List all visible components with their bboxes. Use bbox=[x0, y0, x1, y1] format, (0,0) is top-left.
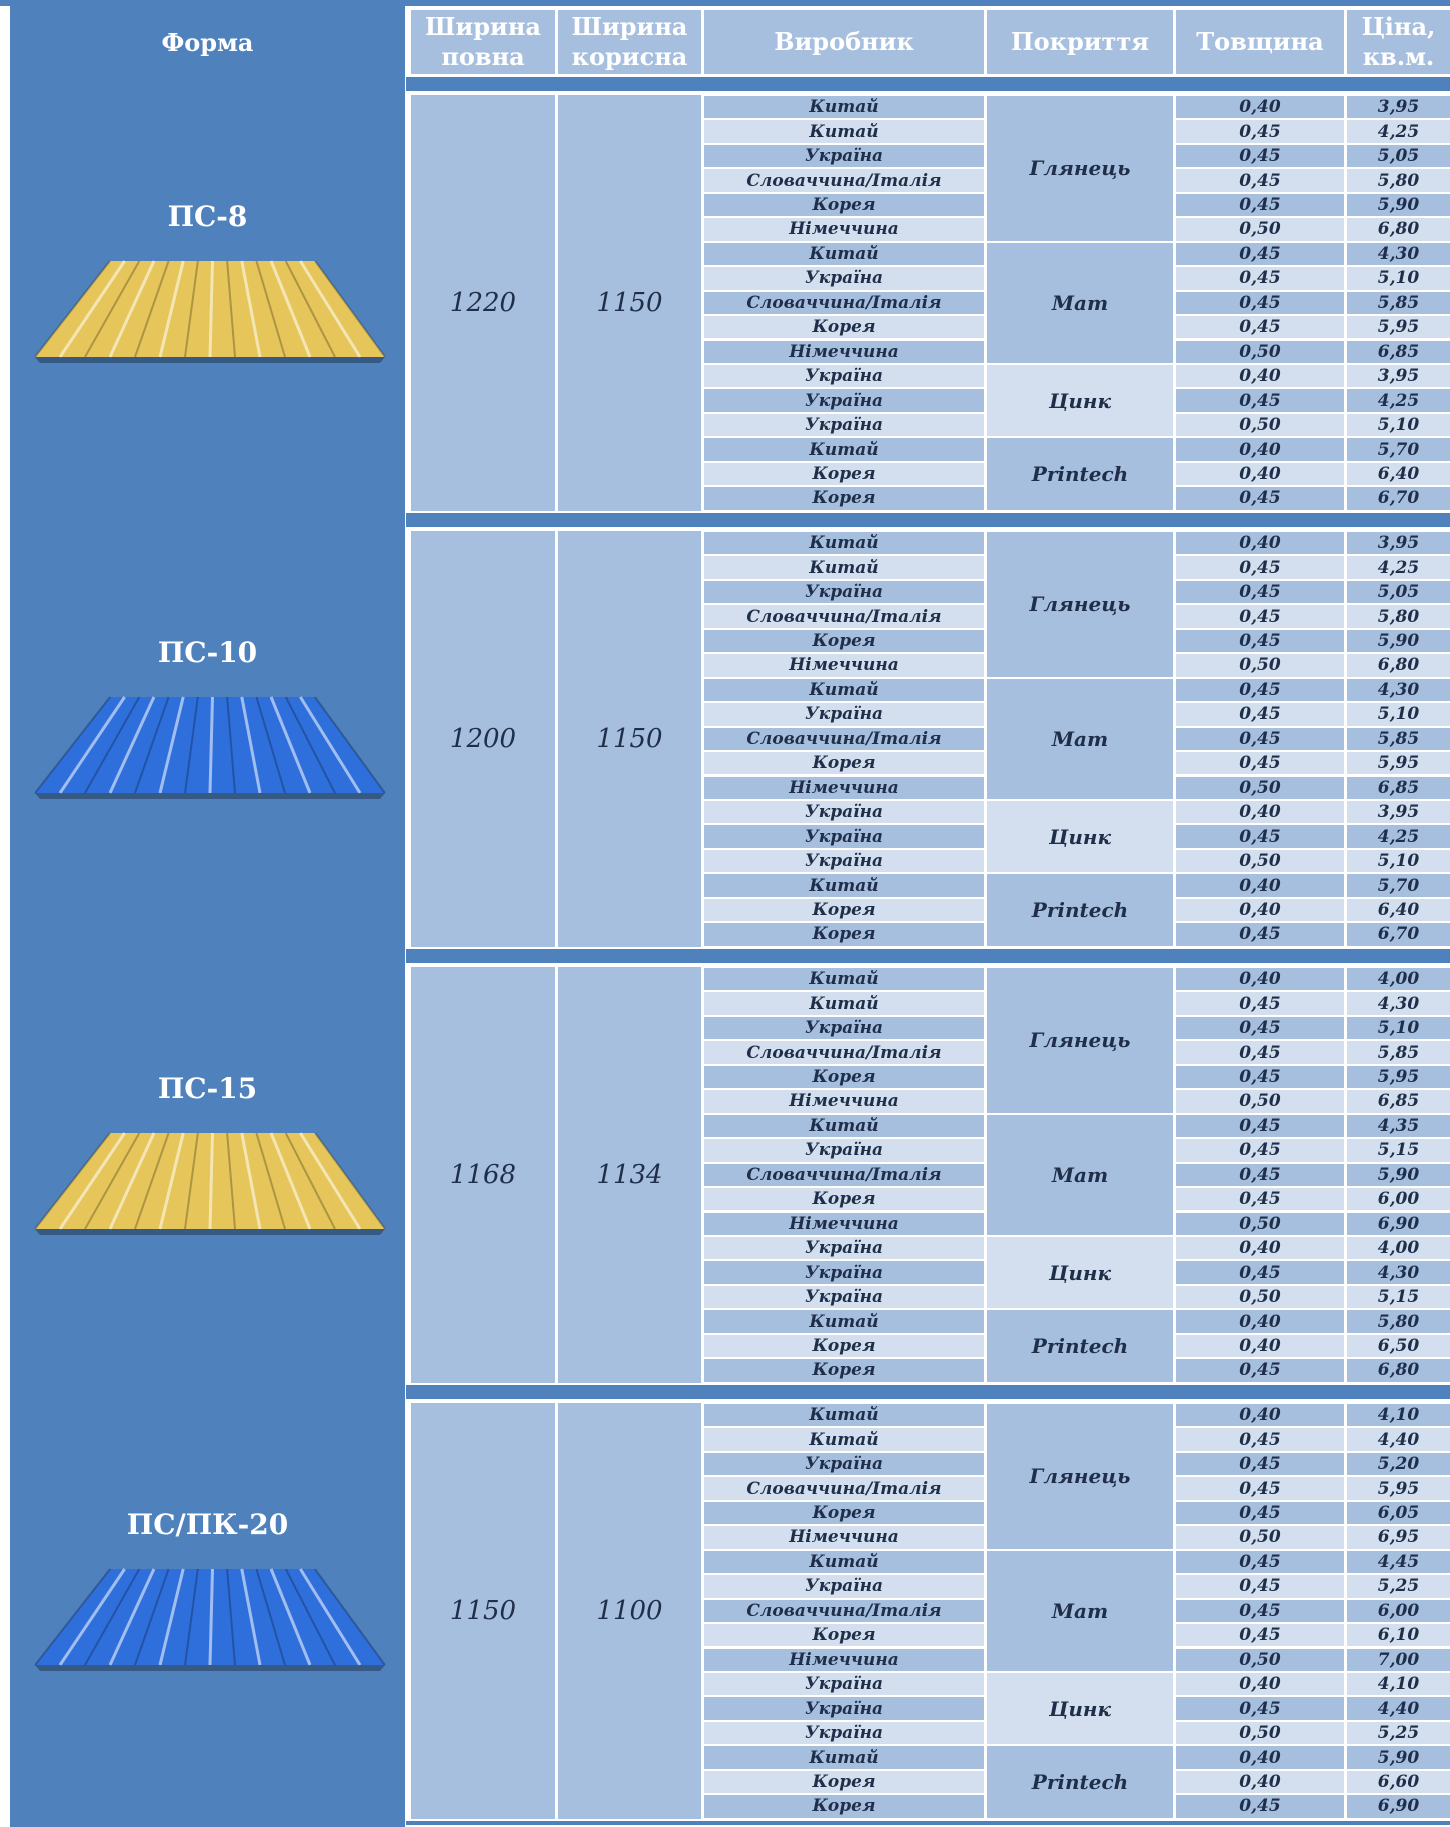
price-cell: 5,85 bbox=[1347, 292, 1450, 314]
thickness-cell: 0,50 bbox=[1176, 1213, 1344, 1235]
width-full-cell: 1220 bbox=[411, 95, 555, 511]
price-cell: 3,95 bbox=[1347, 801, 1450, 823]
price-cell: 6,40 bbox=[1347, 899, 1450, 921]
manufacturer-cell: Корея bbox=[704, 316, 984, 338]
price-cell: 4,30 bbox=[1347, 243, 1450, 265]
manufacturer-cell: Україна bbox=[704, 365, 984, 387]
price-cell: 6,90 bbox=[1347, 1795, 1450, 1817]
manufacturer-cell: Україна bbox=[704, 1673, 984, 1695]
price-cell: 5,05 bbox=[1347, 145, 1450, 167]
coating-cell: Глянець bbox=[987, 1404, 1173, 1549]
thickness-cell: 0,45 bbox=[1176, 1261, 1344, 1283]
price-cell: 4,00 bbox=[1347, 1237, 1450, 1259]
price-cell: 4,25 bbox=[1347, 389, 1450, 411]
thickness-cell: 0,45 bbox=[1176, 581, 1344, 603]
manufacturer-cell: Корея bbox=[704, 1335, 984, 1357]
manufacturer-cell: Китай bbox=[704, 1746, 984, 1768]
price-cell: 5,95 bbox=[1347, 316, 1450, 338]
thickness-cell: 0,45 bbox=[1176, 679, 1344, 701]
manufacturer-cell: Корея bbox=[704, 899, 984, 921]
header-thickness: Товщина bbox=[1176, 10, 1344, 74]
manufacturer-cell: Україна bbox=[704, 1575, 984, 1597]
thickness-cell: 0,50 bbox=[1176, 777, 1344, 799]
manufacturer-cell: Україна bbox=[704, 1453, 984, 1475]
manufacturer-cell: Україна bbox=[704, 1697, 984, 1719]
manufacturer-cell: Україна bbox=[704, 145, 984, 167]
coating-cell: Цинк bbox=[987, 801, 1173, 872]
thickness-cell: 0,45 bbox=[1176, 728, 1344, 750]
manufacturer-cell: Китай bbox=[704, 438, 984, 460]
thickness-cell: 0,45 bbox=[1176, 169, 1344, 191]
manufacturer-cell: Україна bbox=[704, 414, 984, 436]
thickness-cell: 0,45 bbox=[1176, 243, 1344, 265]
price-cell: 6,10 bbox=[1347, 1624, 1450, 1646]
manufacturer-cell: Німеччина bbox=[704, 218, 984, 240]
width-full-cell: 1200 bbox=[411, 531, 555, 947]
price-cell: 4,25 bbox=[1347, 556, 1450, 578]
coating-cell: Printech bbox=[987, 1310, 1173, 1381]
price-cell: 6,85 bbox=[1347, 777, 1450, 799]
thickness-cell: 0,40 bbox=[1176, 438, 1344, 460]
thickness-cell: 0,45 bbox=[1176, 267, 1344, 289]
manufacturer-cell: Україна bbox=[704, 703, 984, 725]
price-cell: 5,90 bbox=[1347, 194, 1450, 216]
price-cell: 5,10 bbox=[1347, 850, 1450, 872]
price-cell: 5,90 bbox=[1347, 1164, 1450, 1186]
thickness-cell: 0,50 bbox=[1176, 414, 1344, 436]
manufacturer-cell: Китай bbox=[704, 1404, 984, 1426]
thickness-cell: 0,50 bbox=[1176, 1526, 1344, 1548]
thickness-cell: 0,45 bbox=[1176, 556, 1344, 578]
price-cell: 4,30 bbox=[1347, 992, 1450, 1014]
thickness-cell: 0,50 bbox=[1176, 341, 1344, 363]
price-cell: 6,80 bbox=[1347, 1359, 1450, 1381]
price-cell: 6,70 bbox=[1347, 923, 1450, 945]
thickness-cell: 0,45 bbox=[1176, 1551, 1344, 1573]
manufacturer-cell: Словаччина/Італія bbox=[704, 169, 984, 191]
section-bottom-line bbox=[406, 1821, 1450, 1825]
width-useful-cell: 1150 bbox=[558, 531, 701, 947]
width-useful-cell: 1134 bbox=[558, 967, 701, 1383]
section-separator bbox=[406, 77, 1450, 91]
price-cell: 6,00 bbox=[1347, 1188, 1450, 1210]
manufacturer-cell: Німеччина bbox=[704, 1649, 984, 1671]
price-cell: 4,30 bbox=[1347, 679, 1450, 701]
manufacturer-cell: Корея bbox=[704, 1188, 984, 1210]
coating-cell: Мат bbox=[987, 679, 1173, 799]
header-forma: Форма bbox=[161, 27, 254, 57]
manufacturer-cell: Україна bbox=[704, 801, 984, 823]
price-cell: 6,90 bbox=[1347, 1213, 1450, 1235]
manufacturer-cell: Німеччина bbox=[704, 1090, 984, 1112]
thickness-cell: 0,45 bbox=[1176, 1502, 1344, 1524]
thickness-cell: 0,45 bbox=[1176, 703, 1344, 725]
manufacturer-cell: Німеччина bbox=[704, 1213, 984, 1235]
header-width-useful: Ширина корисна bbox=[558, 10, 701, 74]
price-cell: 5,25 bbox=[1347, 1722, 1450, 1744]
manufacturer-cell: Україна bbox=[704, 389, 984, 411]
price-cell: 6,85 bbox=[1347, 341, 1450, 363]
price-cell: 4,10 bbox=[1347, 1673, 1450, 1695]
price-cell: 6,85 bbox=[1347, 1090, 1450, 1112]
thickness-cell: 0,45 bbox=[1176, 1017, 1344, 1039]
price-cell: 5,15 bbox=[1347, 1286, 1450, 1308]
manufacturer-cell: Україна bbox=[704, 1722, 984, 1744]
price-cell: 6,80 bbox=[1347, 654, 1450, 676]
coating-cell: Printech bbox=[987, 874, 1173, 945]
manufacturer-cell: Китай bbox=[704, 679, 984, 701]
price-cell: 5,90 bbox=[1347, 630, 1450, 652]
thickness-cell: 0,40 bbox=[1176, 1746, 1344, 1768]
price-cell: 5,85 bbox=[1347, 728, 1450, 750]
thickness-cell: 0,40 bbox=[1176, 1673, 1344, 1695]
manufacturer-cell: Корея bbox=[704, 487, 984, 509]
header-width-full: Ширина повна bbox=[411, 10, 555, 74]
price-cell: 5,95 bbox=[1347, 752, 1450, 774]
manufacturer-cell: Корея bbox=[704, 1771, 984, 1793]
manufacturer-cell: Китай bbox=[704, 968, 984, 990]
thickness-cell: 0,45 bbox=[1176, 120, 1344, 142]
manufacturer-cell: Корея bbox=[704, 630, 984, 652]
manufacturer-cell: Словаччина/Італія bbox=[704, 1600, 984, 1622]
price-cell: 5,80 bbox=[1347, 1310, 1450, 1332]
price-cell: 5,95 bbox=[1347, 1066, 1450, 1088]
manufacturer-cell: Україна bbox=[704, 1017, 984, 1039]
header-coating: Покриття bbox=[987, 10, 1173, 74]
manufacturer-cell: Китай bbox=[704, 1428, 984, 1450]
thickness-cell: 0,50 bbox=[1176, 218, 1344, 240]
manufacturer-cell: Китай bbox=[704, 556, 984, 578]
price-cell: 4,40 bbox=[1347, 1428, 1450, 1450]
price-cell: 6,50 bbox=[1347, 1335, 1450, 1357]
price-cell: 4,00 bbox=[1347, 968, 1450, 990]
thickness-cell: 0,45 bbox=[1176, 316, 1344, 338]
thickness-cell: 0,45 bbox=[1176, 1164, 1344, 1186]
section-separator bbox=[406, 1385, 1450, 1399]
thickness-cell: 0,40 bbox=[1176, 1771, 1344, 1793]
thickness-cell: 0,45 bbox=[1176, 1795, 1344, 1817]
thickness-cell: 0,45 bbox=[1176, 630, 1344, 652]
manufacturer-cell: Китай bbox=[704, 992, 984, 1014]
manufacturer-cell: Німеччина bbox=[704, 341, 984, 363]
price-cell: 5,95 bbox=[1347, 1477, 1450, 1499]
coating-cell: Цинк bbox=[987, 365, 1173, 436]
price-cell: 6,95 bbox=[1347, 1526, 1450, 1548]
price-cell: 5,10 bbox=[1347, 1017, 1450, 1039]
coating-cell: Printech bbox=[987, 1746, 1173, 1817]
section-title: ПС-8 bbox=[167, 200, 248, 233]
price-cell: 5,25 bbox=[1347, 1575, 1450, 1597]
thickness-cell: 0,50 bbox=[1176, 1722, 1344, 1744]
price-cell: 6,05 bbox=[1347, 1502, 1450, 1524]
manufacturer-cell: Китай bbox=[704, 1551, 984, 1573]
thickness-cell: 0,40 bbox=[1176, 1237, 1344, 1259]
profiled-sheet-image bbox=[30, 1129, 390, 1239]
manufacturer-cell: Корея bbox=[704, 1066, 984, 1088]
width-full-cell: 1168 bbox=[411, 967, 555, 1383]
price-cell: 5,10 bbox=[1347, 703, 1450, 725]
price-cell: 5,70 bbox=[1347, 874, 1450, 896]
manufacturer-cell: Німеччина bbox=[704, 654, 984, 676]
manufacturer-cell: Україна bbox=[704, 825, 984, 847]
price-cell: 5,90 bbox=[1347, 1746, 1450, 1768]
price-cell: 4,10 bbox=[1347, 1404, 1450, 1426]
manufacturer-cell: Корея bbox=[704, 923, 984, 945]
manufacturer-cell: Китай bbox=[704, 874, 984, 896]
coating-cell: Мат bbox=[987, 243, 1173, 363]
price-cell: 6,70 bbox=[1347, 487, 1450, 509]
thickness-cell: 0,45 bbox=[1176, 292, 1344, 314]
thickness-cell: 0,40 bbox=[1176, 365, 1344, 387]
thickness-cell: 0,45 bbox=[1176, 1477, 1344, 1499]
thickness-cell: 0,40 bbox=[1176, 1310, 1344, 1332]
thickness-cell: 0,45 bbox=[1176, 389, 1344, 411]
manufacturer-cell: Словаччина/Італія bbox=[704, 1041, 984, 1063]
thickness-cell: 0,40 bbox=[1176, 968, 1344, 990]
width-full-cell: 1150 bbox=[411, 1403, 555, 1819]
coating-cell: Мат bbox=[987, 1551, 1173, 1671]
section-title: ПС-10 bbox=[157, 636, 258, 669]
coating-cell: Цинк bbox=[987, 1237, 1173, 1308]
section-separator bbox=[406, 949, 1450, 963]
manufacturer-cell: Німеччина bbox=[704, 1526, 984, 1548]
manufacturer-cell: Корея bbox=[704, 1795, 984, 1817]
price-cell: 3,95 bbox=[1347, 96, 1450, 118]
price-cell: 4,25 bbox=[1347, 825, 1450, 847]
price-cell: 6,60 bbox=[1347, 1771, 1450, 1793]
width-useful-cell: 1100 bbox=[558, 1403, 701, 1819]
coating-cell: Глянець bbox=[987, 96, 1173, 241]
thickness-cell: 0,45 bbox=[1176, 1624, 1344, 1646]
manufacturer-cell: Україна bbox=[704, 1237, 984, 1259]
section-title: ПС/ПК-20 bbox=[126, 1508, 289, 1541]
coating-cell: Printech bbox=[987, 438, 1173, 509]
thickness-cell: 0,45 bbox=[1176, 145, 1344, 167]
thickness-cell: 0,40 bbox=[1176, 801, 1344, 823]
manufacturer-cell: Корея bbox=[704, 194, 984, 216]
manufacturer-cell: Китай bbox=[704, 1115, 984, 1137]
thickness-cell: 0,45 bbox=[1176, 1600, 1344, 1622]
thickness-cell: 0,45 bbox=[1176, 1041, 1344, 1063]
thickness-cell: 0,40 bbox=[1176, 899, 1344, 921]
price-cell: 5,10 bbox=[1347, 414, 1450, 436]
manufacturer-cell: Китай bbox=[704, 532, 984, 554]
price-cell: 6,40 bbox=[1347, 463, 1450, 485]
price-cell: 6,00 bbox=[1347, 1600, 1450, 1622]
manufacturer-cell: Китай bbox=[704, 243, 984, 265]
thickness-cell: 0,45 bbox=[1176, 1575, 1344, 1597]
thickness-cell: 0,45 bbox=[1176, 1453, 1344, 1475]
thickness-cell: 0,45 bbox=[1176, 194, 1344, 216]
price-cell: 5,10 bbox=[1347, 267, 1450, 289]
manufacturer-cell: Китай bbox=[704, 1310, 984, 1332]
price-cell: 7,00 bbox=[1347, 1649, 1450, 1671]
profiled-sheet-image bbox=[30, 257, 390, 367]
section-separator bbox=[406, 513, 1450, 527]
price-cell: 4,40 bbox=[1347, 1697, 1450, 1719]
coating-cell: Глянець bbox=[987, 968, 1173, 1113]
thickness-cell: 0,45 bbox=[1176, 1697, 1344, 1719]
manufacturer-cell: Корея bbox=[704, 1502, 984, 1524]
price-cell: 5,80 bbox=[1347, 605, 1450, 627]
thickness-cell: 0,40 bbox=[1176, 96, 1344, 118]
price-cell: 3,95 bbox=[1347, 365, 1450, 387]
manufacturer-cell: Китай bbox=[704, 120, 984, 142]
price-cell: 4,25 bbox=[1347, 120, 1450, 142]
thickness-cell: 0,40 bbox=[1176, 1335, 1344, 1357]
manufacturer-cell: Корея bbox=[704, 463, 984, 485]
price-cell: 5,85 bbox=[1347, 1041, 1450, 1063]
price-cell: 3,95 bbox=[1347, 532, 1450, 554]
price-cell: 6,80 bbox=[1347, 218, 1450, 240]
manufacturer-cell: Україна bbox=[704, 581, 984, 603]
manufacturer-cell: Словаччина/Італія bbox=[704, 1164, 984, 1186]
manufacturer-cell: Корея bbox=[704, 1359, 984, 1381]
thickness-cell: 0,45 bbox=[1176, 1066, 1344, 1088]
thickness-cell: 0,40 bbox=[1176, 532, 1344, 554]
manufacturer-cell: Словаччина/Італія bbox=[704, 1477, 984, 1499]
thickness-cell: 0,50 bbox=[1176, 1090, 1344, 1112]
thickness-cell: 0,45 bbox=[1176, 487, 1344, 509]
thickness-cell: 0,45 bbox=[1176, 605, 1344, 627]
price-cell: 5,70 bbox=[1347, 438, 1450, 460]
profiled-sheet-image bbox=[30, 693, 390, 803]
header-price: Ціна, кв.м. bbox=[1347, 10, 1450, 74]
manufacturer-cell: Словаччина/Італія bbox=[704, 605, 984, 627]
thickness-cell: 0,45 bbox=[1176, 1188, 1344, 1210]
price-cell: 5,05 bbox=[1347, 581, 1450, 603]
thickness-cell: 0,45 bbox=[1176, 992, 1344, 1014]
profiled-sheet-image bbox=[30, 1565, 390, 1675]
manufacturer-cell: Україна bbox=[704, 1286, 984, 1308]
thickness-cell: 0,45 bbox=[1176, 1428, 1344, 1450]
thickness-cell: 0,40 bbox=[1176, 874, 1344, 896]
thickness-cell: 0,50 bbox=[1176, 1649, 1344, 1671]
thickness-cell: 0,45 bbox=[1176, 752, 1344, 774]
manufacturer-cell: Україна bbox=[704, 850, 984, 872]
price-cell: 5,15 bbox=[1347, 1139, 1450, 1161]
thickness-cell: 0,40 bbox=[1176, 1404, 1344, 1426]
coating-cell: Мат bbox=[987, 1115, 1173, 1235]
manufacturer-cell: Україна bbox=[704, 1139, 984, 1161]
price-cell: 4,35 bbox=[1347, 1115, 1450, 1137]
price-cell: 5,20 bbox=[1347, 1453, 1450, 1475]
manufacturer-cell: Китай bbox=[704, 96, 984, 118]
manufacturer-cell: Словаччина/Італія bbox=[704, 292, 984, 314]
thickness-cell: 0,45 bbox=[1176, 923, 1344, 945]
thickness-cell: 0,45 bbox=[1176, 1359, 1344, 1381]
thickness-cell: 0,45 bbox=[1176, 1139, 1344, 1161]
manufacturer-cell: Україна bbox=[704, 1261, 984, 1283]
thickness-cell: 0,50 bbox=[1176, 654, 1344, 676]
thickness-cell: 0,50 bbox=[1176, 1286, 1344, 1308]
thickness-cell: 0,50 bbox=[1176, 850, 1344, 872]
thickness-cell: 0,40 bbox=[1176, 463, 1344, 485]
price-cell: 5,80 bbox=[1347, 169, 1450, 191]
price-cell: 4,45 bbox=[1347, 1551, 1450, 1573]
manufacturer-cell: Корея bbox=[704, 752, 984, 774]
manufacturer-cell: Німеччина bbox=[704, 777, 984, 799]
width-useful-cell: 1150 bbox=[558, 95, 701, 511]
thickness-cell: 0,45 bbox=[1176, 1115, 1344, 1137]
coating-cell: Цинк bbox=[987, 1673, 1173, 1744]
manufacturer-cell: Корея bbox=[704, 1624, 984, 1646]
manufacturer-cell: Словаччина/Італія bbox=[704, 728, 984, 750]
coating-cell: Глянець bbox=[987, 532, 1173, 677]
thickness-cell: 0,45 bbox=[1176, 825, 1344, 847]
section-title: ПС-15 bbox=[157, 1072, 258, 1105]
manufacturer-cell: Україна bbox=[704, 267, 984, 289]
price-cell: 4,30 bbox=[1347, 1261, 1450, 1283]
header-manufacturer: Виробник bbox=[704, 10, 984, 74]
